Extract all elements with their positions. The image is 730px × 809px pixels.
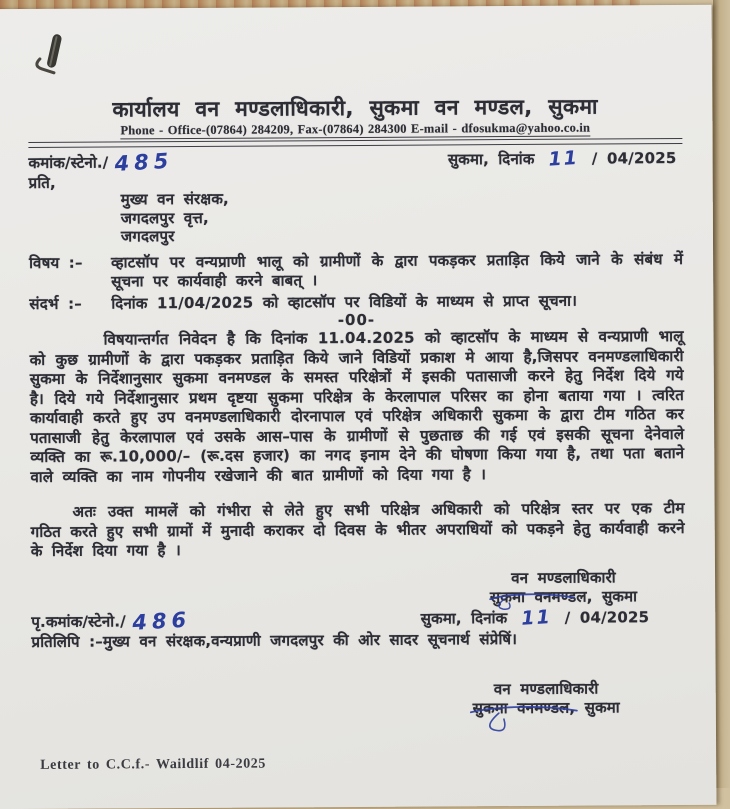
contact-line — [28, 120, 682, 139]
body-paragraph-1: विषयान्तर्गत निवेदन है कि दिनांक 11.04.2025 को व्हाटसॉप के माध्यम से वन्यप्राणी भालू को कुछ ग्रामीणों के द्वारा पकड़कर प्रताड़ित किये जाने विडियों प्रकाश मे आया है,जिसपर वनमण्डलाधिकारी सुकमा के निर्देशानुसार सुकमा वनमण्डल के समस्त परिक्षेत्रों में इसकी पतासाजी करने हेतु निर्देश दिये गये है। दिये गये निर्देशानुसार प्रथम दृष्टया सुकमा परिक्षेत्र के केरलापाल परिसर का होना बताया गया । त्वरित कार्यावाही करते हुए उप वनमण्डलाधिकारी दोरनापाल एवं परिक्षेत्र अधिकारी सुकमा के द्वारा टीम गठित कर पतासाजी हेतु केरलापाल एवं उसके आस–पास के ग्रामीणों से पुछताछ की गई एवं इसकी सूचना देनेवाले व्यक्ति का रू.10,000/– (रू.दस हजार) का नगद इनाम देने की घोषणा किया गया है, तथा पता बताने वाले व्यक्ति का नाम गोपनीय रखेजाने की बात ग्रामीणों को दिया गया है । — [29, 326, 685, 486]
section-separator: -00- — [337, 310, 376, 330]
header-rule — [28, 138, 682, 147]
addressee-line: मुख्य वन संरक्षक, — [120, 189, 229, 209]
signatory-designation: वन मण्डलाधिकारी — [493, 679, 599, 698]
subject-row — [29, 249, 683, 292]
signature-block-1 — [490, 568, 637, 607]
endorsement-row — [31, 605, 685, 635]
file-reference-note: Letter to C.C.f.- Waildlif 04-2025 — [40, 756, 267, 773]
signatory-designation: वन मण्डलाधिकारी — [511, 567, 616, 587]
signatory-office-text: सुकमा वनमण्डल, सुकमा — [489, 586, 638, 606]
salutation: प्रति, — [28, 173, 56, 192]
endorsement-number-label: पृ.कमांक/स्टेनो./ — [31, 611, 126, 631]
addressee-line: जगदलपुर — [120, 227, 175, 246]
letter-content — [0, 5, 716, 721]
body-paragraph-2: अतः उक्त मामलें को गंभीरा से लेते हुए सभी परिक्षेत्र अधिकारी को परिक्षेत्र स्तर पर एक टीम गठित करते हुए सभी ग्रामों में मुनादी कराकर दो दिवस के भीतर अपराधियों को पकड़ने हेतु कार्यवाही करने के निर्देश दिया गया है । — [30, 498, 685, 560]
subject-text: व्हाटसॉप पर वन्यप्राणी भालू को ग्रामीणों के द्वारा पकड़कर प्रताड़ित किये जाने के संबंध में सूचना पर कार्यवाही करने बाबत् । — [111, 249, 684, 291]
place-date-label: सुकमा, दिनांक — [447, 149, 535, 168]
reference-number — [28, 148, 174, 176]
endorsement-date — [421, 606, 686, 628]
signatory-office — [473, 698, 620, 718]
office-title: कार्यालय वन मण्डलाधिकारी, सुकमा वन मण्डल, सुकमा — [112, 94, 598, 122]
addressee-line: जगदलपुर वृत्त, — [120, 208, 209, 227]
date-day-handwritten: 11 — [547, 146, 580, 171]
staple-mark — [34, 31, 74, 79]
endorsement-number-handwritten: 486 — [131, 606, 192, 635]
date-rest: / 04/2025 — [591, 148, 677, 168]
endorsement-number — [31, 606, 192, 635]
reference-number-handwritten: 485 — [113, 148, 174, 176]
endorsement-place-date-label: सुकमा, दिनांक — [420, 608, 508, 628]
signatory-office-text: सुकमा वनमण्डल, सुकमा — [472, 697, 620, 717]
endorsement-date-day-handwritten: 11 — [520, 605, 552, 630]
contact-line-text: Phone - Office-(07864) 284209, Fax-(07864) 284300 E-mail - dfosukma@yahoo.co.in — [120, 120, 591, 138]
subject-label: विषय :– — [29, 253, 83, 272]
addressee-block — [121, 187, 683, 246]
endorsement-date-rest: / 04/2025 — [564, 607, 650, 627]
signatory-office — [490, 587, 637, 607]
letter-date — [448, 147, 683, 169]
reference-text: दिनांक 11/04/2025 को व्हाटसॉप पर विडियों के माध्यम से प्राप्त सूचना। — [111, 291, 578, 312]
letter-paper — [0, 5, 716, 809]
signature-block-2 — [473, 679, 620, 718]
reference-number-label: कमांक/स्टेनो./ — [28, 152, 109, 172]
copy-to-line: प्रतिलिपि :–मुख्य वन संरक्षक,वन्यप्राणी जगदलपुर की ओर सादर सूचनार्थ संप्रेषिं। — [31, 630, 518, 651]
reference-label: संदर्भ :– — [29, 294, 82, 313]
